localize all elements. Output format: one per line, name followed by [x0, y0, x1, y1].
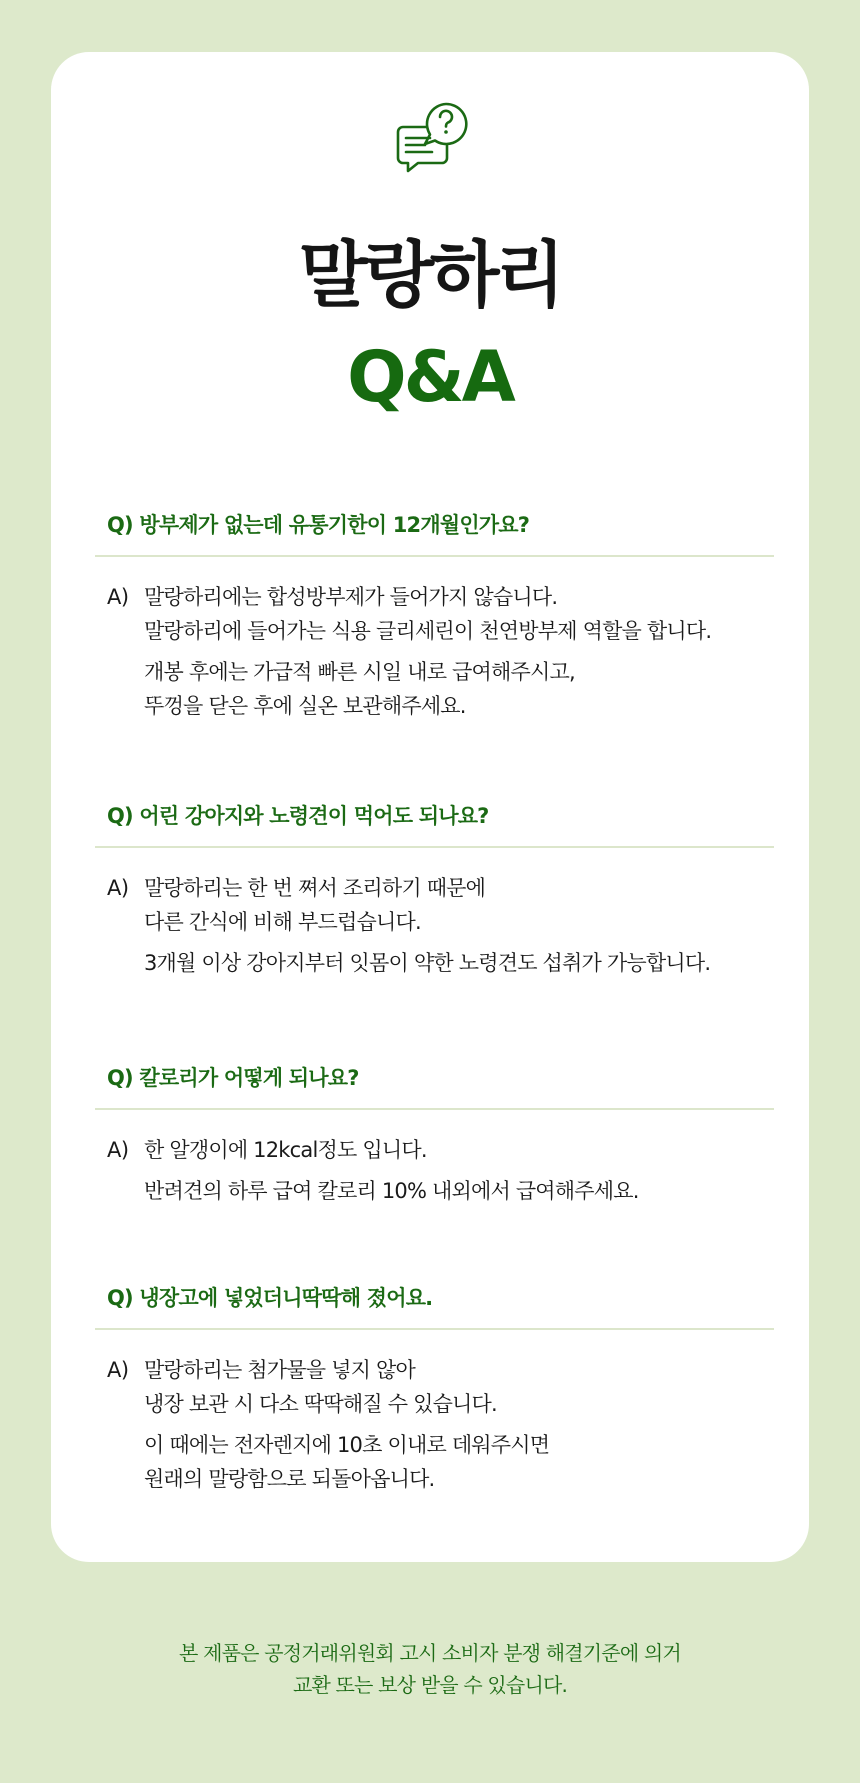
answer-line: 이 때에는 전자렌지에 10초 이내로 데워주시면: [144, 1433, 550, 1457]
divider: [95, 846, 774, 848]
answer-line: 다른 간식에 비해 부드럽습니다.: [144, 910, 421, 934]
answer-label: A): [107, 1138, 129, 1162]
answer-line: 개봉 후에는 가급적 빠른 시일 내로 급여해주시고,: [144, 660, 575, 684]
question-chat-icon: [390, 99, 470, 179]
divider: [95, 555, 774, 557]
answer-label: A): [107, 585, 129, 609]
answer-line: 뚜껑을 닫은 후에 실온 보관해주세요.: [144, 694, 466, 718]
qa-card: [51, 52, 809, 1562]
answer-line: 말랑하리는 한 번 쪄서 조리하기 때문에: [144, 876, 486, 900]
footer-notice: [0, 1637, 860, 1701]
answer-line: 반려견의 하루 급여 칼로리 10% 내외에서 급여해주세요.: [144, 1179, 639, 1203]
answer-text: [144, 1133, 639, 1208]
page-subtitle: Q&A: [347, 336, 513, 418]
question-text: Q) 방부제가 없는데 유통기한이 12개월인가요?: [107, 513, 530, 537]
question-text: Q) 어린 강아지와 노령견이 먹어도 되나요?: [107, 804, 489, 828]
divider: [95, 1328, 774, 1330]
divider: [95, 1108, 774, 1110]
answer-label: A): [107, 1358, 129, 1382]
answer-line: 3개월 이상 강아지부터 잇몸이 약한 노령견도 섭취가 가능합니다.: [144, 951, 711, 975]
footer-line: 교환 또는 보상 받을 수 있습니다.: [292, 1673, 568, 1697]
answer-text: [144, 1353, 549, 1496]
answer-line: 말랑하리에 들어가는 식용 글리세린이 천연방부제 역할을 합니다.: [144, 619, 712, 643]
answer-line: 원래의 말랑함으로 되돌아옵니다.: [144, 1467, 435, 1491]
question-text: Q) 칼로리가 어떻게 되나요?: [107, 1066, 359, 1090]
question-text: Q) 냉장고에 넣었더니딱딱해 졌어요.: [107, 1286, 433, 1310]
answer-text: [144, 871, 710, 980]
answer-line: 말랑하리는 첨가물을 넣지 않아: [144, 1358, 415, 1382]
answer-line: 냉장 보관 시 다소 딱딱해질 수 있습니다.: [144, 1392, 497, 1416]
answer-text: [144, 580, 711, 723]
answer-line: 한 알갱이에 12kcal정도 입니다.: [144, 1138, 427, 1162]
page-title: 말랑하리: [298, 233, 562, 317]
answer-label: A): [107, 876, 129, 900]
answer-line: 말랑하리에는 합성방부제가 들어가지 않습니다.: [144, 585, 558, 609]
footer-line: 본 제품은 공정거래위원회 고시 소비자 분쟁 해결기준에 의거: [179, 1641, 681, 1665]
